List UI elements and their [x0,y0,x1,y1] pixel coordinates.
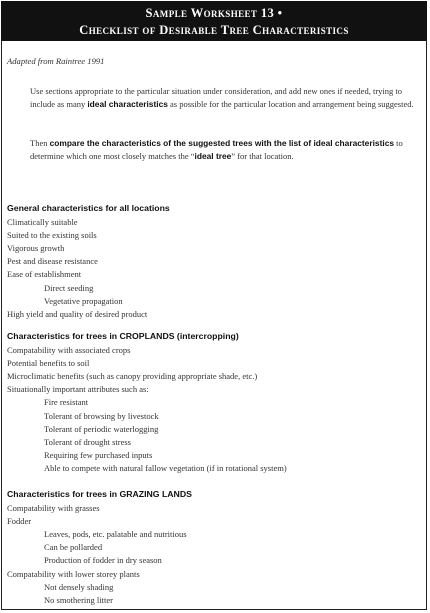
checklist-item: Vigorous growth [7,243,65,254]
intro-text: to determine which one most closely matches the “ [30,138,403,161]
checklist-item: Compatability with grasses [7,503,100,513]
intro-emphasis: ideal characteristics [87,99,168,109]
checklist-item: Suited to the existing soils [7,230,97,241]
intro-emphasis: ideal tree [194,151,232,161]
worksheet-header [1,1,427,41]
section-title: Characteristics for trees in CROPLANDS (intercropping) [7,331,239,341]
intro-text: ” for that location. [231,151,294,161]
checklist-subitem: Able to compete with natural fallow vegetation (if in rotational system) [44,462,287,473]
checklist-item: High yield and quality of desired product [7,308,148,319]
checklist-subitem: Requiring few purchased inputs [44,449,153,460]
worksheet-number: Sample Worksheet 13 • [145,6,283,20]
checklist-subitem: No smothering litter [44,594,113,605]
section-title: General characteristics for all locations [7,203,170,213]
checklist-item: Compatability with lower storey plants [7,568,140,579]
checklist-subitem: Direct seeding [44,282,94,293]
checklist-subitem: Tolerant of browsing by livestock [44,410,159,421]
worksheet-title: Checklist of Desirable Tree Characteristics [79,23,349,37]
intro-paragraph-2 [30,137,416,163]
intro-text: as possible for the particular location and arrangement being suggested. [167,99,414,109]
checklist-item: Ease of establishment [7,269,82,280]
checklist-subitem: Vegetative propagation [44,295,123,306]
checklist-item: Fodder [7,516,32,527]
checklist-item: Pest and disease resistance [7,256,98,267]
checklist-subitem: Not densely shading [44,581,114,592]
checklist-item: Compatability with associated crops [7,345,131,355]
checklist-subitem: Tolerant of drought stress [44,436,131,447]
intro-text: Use sections appropriate to the particular situation under consideration, and add new ones if needed, trying to include as many [30,86,402,109]
checklist-item: Climatically suitable [7,217,78,227]
checklist-item: Situationally important attributes such as: [7,384,149,395]
checklist-subitem: Leaves, pods, etc. palatable and nutritious [44,529,187,540]
intro-paragraph-1 [30,85,416,111]
checklist-subitem: Can be pollarded [44,542,103,553]
checklist-item: Microclimatic benefits (such as canopy providing appropriate shade, etc.) [7,371,258,382]
checklist-subitem: Tolerant of periodic waterlogging [44,423,159,434]
source-note: Adapted from Raintree 1991 [7,56,105,66]
intro-emphasis: compare the characteristics of the suggested trees with the list of ideal characteristics [49,138,395,148]
checklist-item: Potential benefits to soil [7,358,90,369]
section-title: Characteristics for trees in GRAZING LANDS [7,489,192,499]
checklist-subitem: Fire resistant [44,397,89,408]
checklist-subitem: Production of fodder in dry season [44,555,162,566]
intro-text: Then [30,138,50,148]
